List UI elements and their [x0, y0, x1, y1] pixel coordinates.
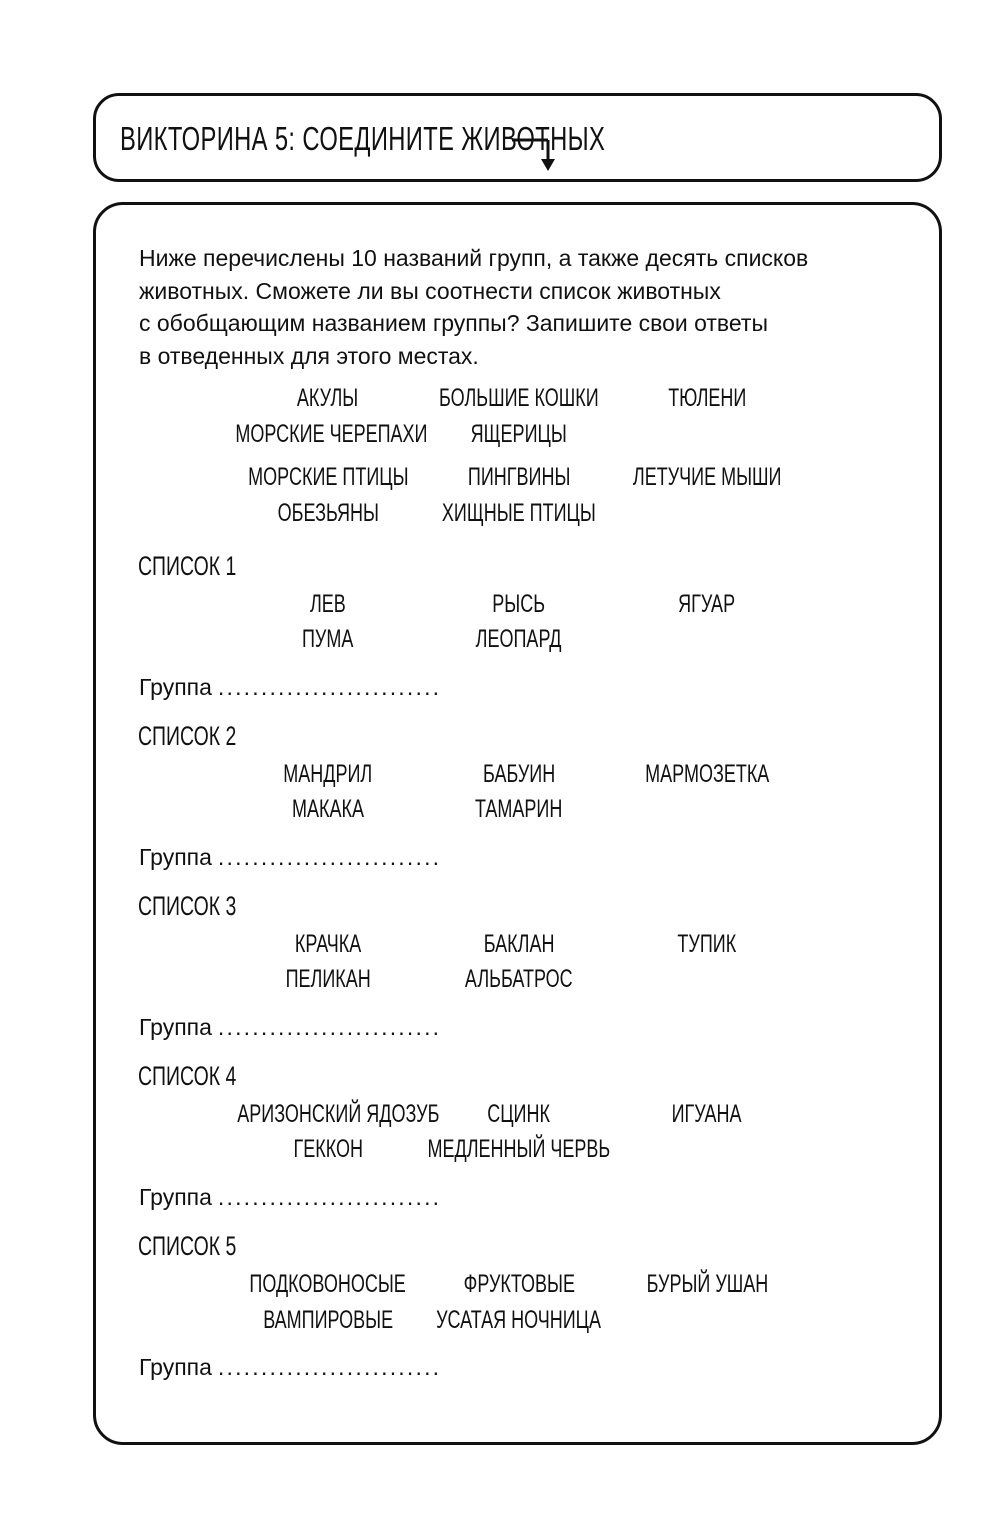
animal-name: РЫСЬ — [492, 590, 546, 618]
animal-name: УСАТАЯ НОЧНИЦА — [436, 1306, 602, 1334]
group-name: ХИЩНЫЕ ПТИЦЫ — [442, 499, 596, 527]
animal-name: МАРМОЗЕТКА — [644, 760, 770, 788]
answer-dots: .......................... — [217, 1184, 442, 1210]
arrow-down-right-icon — [509, 131, 569, 173]
animal-name: АРИЗОНСКИЙ ЯДОЗУБ — [237, 1100, 440, 1128]
answer-dots: .......................... — [217, 674, 442, 700]
group-answer-field[interactable] — [139, 1011, 441, 1043]
group-name: ТЮЛЕНИ — [667, 384, 747, 412]
animal-name: ПЕЛИКАН — [285, 965, 371, 993]
list-title: СПИСОК 3 — [138, 891, 237, 921]
animal-name: ПУМА — [302, 625, 354, 653]
animal-name: СЦИНК — [487, 1100, 551, 1128]
group-answer-label: Группа — [139, 1184, 212, 1210]
instructions — [139, 242, 909, 372]
instructions-line: животных. Сможете ли вы соотнести список животных — [139, 277, 721, 304]
instructions-line: Ниже перечислены 10 названий групп, а также десять списков — [139, 245, 809, 271]
animal-name: БУРЫЙ УШАН — [646, 1270, 768, 1298]
group-name: МОРСКИЕ ЧЕРЕПАХИ — [235, 420, 428, 448]
group-name: ЯЩЕРИЦЫ — [470, 420, 568, 448]
list-title: СПИСОК 2 — [138, 721, 237, 751]
list-title: СПИСОК 5 — [138, 1231, 237, 1261]
group-name: АКУЛЫ — [297, 384, 359, 412]
instructions-line: с обобщающим названием группы? Запишите свои ответы — [139, 310, 768, 336]
group-answer-label: Группа — [139, 844, 212, 870]
list-title: СПИСОК 1 — [138, 551, 237, 581]
animal-name: МАКАКА — [291, 795, 364, 823]
animal-name: БАБУИН — [482, 760, 556, 788]
group-name: БОЛЬШИЕ КОШКИ — [439, 384, 599, 412]
group-name: ЛЕТУЧИЕ МЫШИ — [632, 463, 782, 491]
group-answer-field[interactable] — [139, 671, 441, 703]
list-title: СПИСОК 4 — [138, 1061, 237, 1091]
group-answer-field[interactable] — [139, 1351, 441, 1383]
animal-name: АЛЬБАТРОС — [465, 965, 573, 993]
animal-name: ЛЕВ — [310, 590, 346, 618]
animal-name: ТУПИК — [677, 930, 737, 958]
animal-name: ПОДКОВОНОСЫЕ — [249, 1270, 407, 1298]
answer-dots: .......................... — [217, 844, 442, 870]
animal-name: БАКЛАН — [483, 930, 555, 958]
group-name: МОРСКИЕ ПТИЦЫ — [247, 463, 409, 491]
animal-name: КРАЧКА — [294, 930, 362, 958]
animal-name: МЕДЛЕННЫЙ ЧЕРВЬ — [427, 1135, 611, 1163]
animal-name: МАНДРИЛ — [283, 760, 373, 788]
animal-name: ИГУАНА — [672, 1100, 742, 1128]
group-name: ПИНГВИНЫ — [467, 463, 571, 491]
group-answer-field[interactable] — [139, 1181, 441, 1213]
answer-dots: .......................... — [217, 1014, 442, 1040]
page-title: ВИКТОРИНА 5: СОЕДИНИТЕ ЖИВОТНЫХ — [120, 120, 606, 157]
instructions-line: в отведенных для этого местах. — [139, 342, 479, 369]
animal-name: ВАМПИРОВЫЕ — [263, 1306, 393, 1334]
animal-name: ТАМАРИН — [475, 795, 563, 823]
group-answer-label: Группа — [139, 1354, 212, 1380]
animal-name: ГЕККОН — [293, 1135, 363, 1163]
group-answer-label: Группа — [139, 1014, 212, 1040]
group-name: ОБЕЗЬЯНЫ — [277, 499, 379, 527]
answer-dots: .......................... — [217, 1354, 442, 1380]
animal-name: ЛЕОПАРД — [476, 625, 562, 653]
group-answer-label: Группа — [139, 674, 212, 700]
group-answer-field[interactable] — [139, 841, 441, 873]
animal-name: ФРУКТОВЫЕ — [463, 1270, 575, 1298]
animal-name: ЯГУАР — [678, 590, 736, 618]
